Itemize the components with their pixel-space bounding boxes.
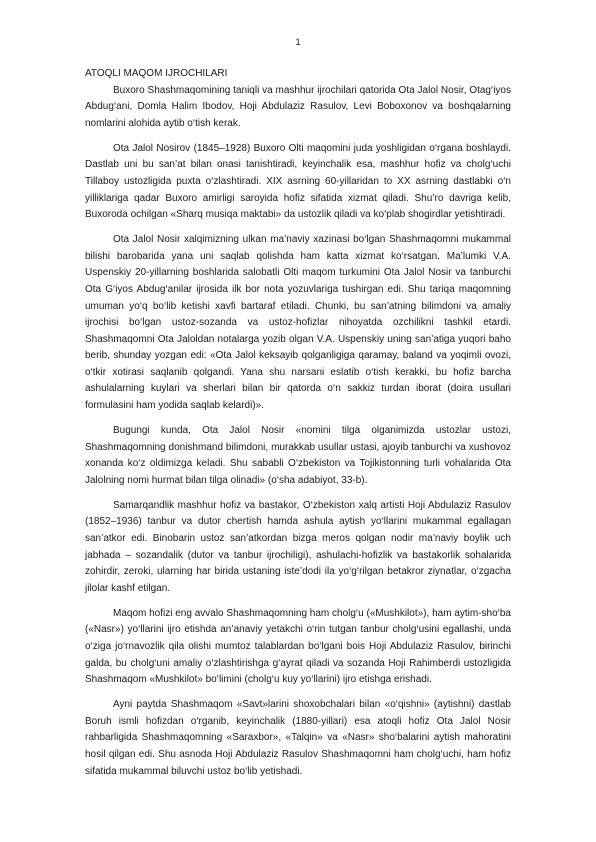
paragraph-6: Maqom hofizi eng avvalo Shashmaqomning ham cholg‘u («Mushkilot»), ham aytim-sho‘ba («Nasr») yo‘llarini ijro etishda an’anaviy yetakchi o‘rin tutgan tanbur cholg‘usini egallashi, unda o‘ziga jo‘rnavozlik qila olishi mumtoz talablardan bo‘lgani bois Hoji Abdulaziz Rasulov, birinchi galda, bu cholg‘uni amaliy o‘zlashtirishga g‘ayrat qiladi va sozanda Hoji Rahimberdi ustozligida Shashmaqom «Mushkilot» bo‘limini (cholg‘u kuy yo‘llarini) ijro etishga erishadi. [85,607,511,686]
paragraph-4: Bugungi kunda, Ota Jalol Nosir «nomini tilga olganimizda ustozlar ustozi, Shashmaqomning donishmand bilimdoni, murakkab usullar ustasi, ajoyib tanburchi va xushovoz xonanda ko‘z oldimizga keladi. Shu sababli O‘zbekiston va Tojikistonning turli vohalarida Ota Jalolning nomi hurmat bilan tilga olinadi» (o‘sha adabiyot, 33-b). [85,425,511,486]
paragraph-7: Ayni paytda Shashmaqom «Savt»larini shoxobchalari bilan «o‘qishni» (aytishni) dastlab Boruh ismli hofizdan o‘rganib, keyinchalik (1880-yillari) esa atoqli hofiz Ota Jalol Nosir rahbarligida Shashmaqomning «Saraxbor», «Talqin» va «Nasr» sho‘balarini aytish mahoratini hosil qilgan edi. Shu asnoda Hoji Abdulaziz Rasulov Shashmaqomni ham cholg‘uchi, ham hofiz sifatida mukammal biluvchi ustoz bo‘lib yetishadi. [85,699,511,777]
document-body [85,66,511,780]
paragraph-1: Buxoro Shashmaqomining taniqli va mashhur ijrochilari qatorida Ota Jalol Nosir, Otag‘iyos Abdug‘ani, Domla Halim Ibodov, Hoji Abdulaziz Rasulov, Levi Boboxonov va boshqalarning nomlarini alohida aytib o‘tish kerak. [85,84,511,129]
page-number: 1 [295,37,301,48]
paragraph-5: Samarqandlik mashhur hofiz va bastakor, O‘zbekiston xalq artisti Hoji Abdulaziz Rasulov (1852–1936) tanbur va dutor chertish hamda ashula aytish yo‘llarini mukammal egallagan san’atkor edi. Binobarin ustoz san’atkordan bizga meros qolgan nodir ma’naviy boylik uch jabhada – sozandalik (dutor va tanbur ijrochiligi), ashulachi-hofizlik va bastakorlik sohalarida zohirdir, zeroki, ularning har birida ustaning iste’dodi ila yo‘g‘rilgan betakror ziynatlar, o‘zgacha jilolar kashf etilgan. [85,499,511,594]
paragraph-2: Ota Jalol Nosirov (1845–1928) Buxoro Olti maqomini juda yoshligidan o‘rgana boshlaydi. Dastlab uni bu san’at bilan onasi tanishtiradi, keyinchalik esa, mashhur hofiz va cholg‘uchi Tillaboy ustozligida puxta o‘zlashtiradi. XIX asrning 60-yillaridan to XX asrning dastlabki o‘n yilliklariga qadar Buxoro amirligi saroyida hofiz sifatida xizmat qiladi. Shu’ro davriga kelib, Buxoroda ochilgan «Sharq musiqa maktabi» da ustozlik qiladi va ko‘plab shogirdlar yetishtiradi. [85,142,511,221]
paragraph-3: Ota Jalol Nosir xalqimizning ulkan ma’naviy xazinasi bo‘lgan Shashmaqomni mukammal bilishi barobarida yana uni saqlab qolishda ham katta xizmat ko‘rsatgan. Ma’lumki V.A. Uspenskiy 20-yillarning boshlarida salobatli Olti maqom turkumini Ota Jalol Nosir va tanburchi Ota G‘iyos Abdug‘anilar ijrosida ilk bor nota yozuvlariga tushirgan edi. Shu tariqa maqomning umuman yo‘q bo‘lib ketishi xavfi bartaraf etiladi. Chunki, bu san’atning bilimdoni va amaliy ijrochisi bo‘lgan ustoz-sozanda va ustoz-hofizlar nihoyatda ozchilikni tashkil etardi. Shashmaqomni Ota Jaloldan notalarga yozib olgan V.A. Uspenskiy uning san’atiga yuqori baho berib, shunday yozgan edi: «Ota Jalol keksayib qolganligiga qaramay, baland va yoqimli ovozi, o‘tkir xotirasi saqlanib qolgandi. Yana shu narsani eslatib o‘tish kerakki, bu hofiz barcha ashulalarning kuylari va sherlari bilan bir qatorda o‘n sakkiz turdan iborat (doira usullari formulasini ham yodida saqlab kelardi)». [85,234,511,412]
section-heading: ATOQLI MAQOM IJROCHILARI [85,68,228,79]
